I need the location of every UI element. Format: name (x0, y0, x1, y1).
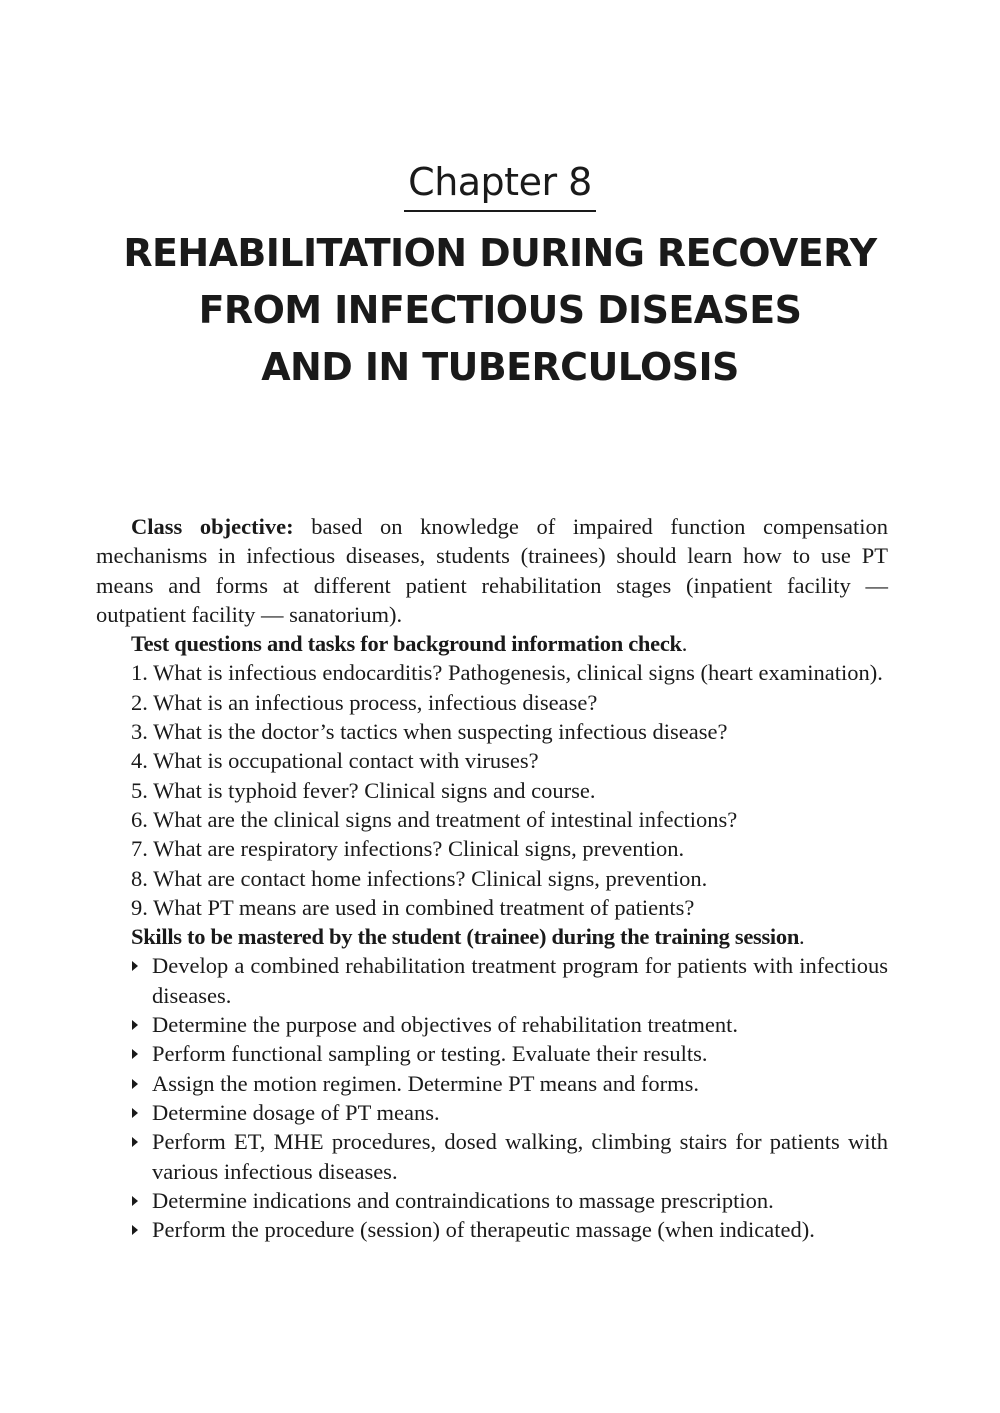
class-objective-paragraph (96, 512, 888, 629)
chapter-number: Chapter 8 (404, 160, 596, 212)
skills-list (96, 951, 888, 1244)
list-item: 5. What is typhoid fever? Clinical signs and course. (131, 777, 596, 803)
list-item: 2. What is an infectious process, infectious disease? (131, 689, 598, 715)
triangle-bullet-icon (132, 1196, 138, 1206)
triangle-bullet-icon (132, 1137, 138, 1147)
list-item: 6. What are the clinical signs and treatment of intestinal infections? (131, 806, 738, 832)
list-item: Perform the procedure (session) of therapeutic massage (when indicated). (96, 1215, 888, 1244)
list-item: Assign the motion regimen. Determine PT means and forms. (96, 1069, 888, 1098)
list-item: Perform functional sampling or testing. Evaluate their results. (96, 1039, 888, 1068)
triangle-bullet-icon (132, 1079, 138, 1089)
chapter-title-line: AND IN TUBERCULOSIS (261, 345, 739, 389)
list-item: 1. What is infectious endocarditis? Pathogenesis, clinical signs (heart examination). (131, 660, 883, 686)
triangle-bullet-icon (132, 1108, 138, 1118)
chapter-title-line: REHABILITATION DURING RECOVERY (123, 231, 877, 275)
triangle-bullet-icon (132, 1049, 138, 1059)
list-item: Develop a combined rehabilitation treatment program for patients with infectious diseases. (96, 951, 888, 1010)
list-item: 4. What is occupational contact with viruses? (131, 748, 539, 774)
list-item: Determine the purpose and objectives of rehabilitation treatment. (96, 1010, 888, 1039)
list-item: 3. What is the doctor’s tactics when suspecting infectious disease? (131, 719, 728, 745)
list-item: 9. What PT means are used in combined treatment of patients? (131, 894, 695, 920)
chapter-body (96, 512, 888, 1244)
class-objective-label: Class objective: (131, 514, 294, 539)
list-item: Determine indications and contraindications to massage prescription. (96, 1186, 888, 1215)
triangle-bullet-icon (132, 961, 138, 971)
list-item: Perform ET, MHE procedures, dosed walking, climbing stairs for patients with various infectious diseases. (96, 1127, 888, 1186)
chapter-label (0, 160, 1000, 212)
list-item: 8. What are contact home infections? Clinical signs, prevention. (131, 865, 708, 891)
triangle-bullet-icon (132, 1020, 138, 1030)
test-questions-list (96, 658, 888, 922)
chapter-title (60, 225, 940, 396)
test-questions-heading: Test questions and tasks for background information check. (131, 631, 688, 657)
triangle-bullet-icon (132, 1225, 138, 1235)
list-item: 7. What are respiratory infections? Clinical signs, prevention. (131, 836, 685, 862)
chapter-title-line: FROM INFECTIOUS DISEASES (198, 288, 802, 332)
skills-heading: Skills to be mastered by the student (trainee) during the training session. (131, 924, 805, 950)
list-item: Determine dosage of PT means. (96, 1098, 888, 1127)
class-objective-text: based on knowledge of impaired function compensation mechanisms in infectious diseases, students (trainees) should learn how to use PT means and forms at different patient rehabilitation stages (inpatient facility — outpatient facility — sanatorium). (96, 514, 888, 627)
